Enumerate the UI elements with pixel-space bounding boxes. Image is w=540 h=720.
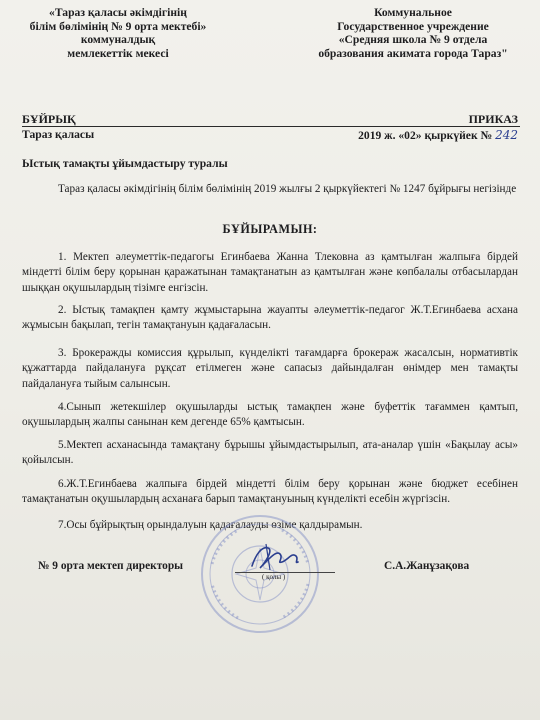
decree-heading: БҰЙЫРАМЫН:	[222, 222, 318, 236]
header-right-line: Государственное учреждение	[337, 19, 489, 33]
signatory-title: № 9 орта мектеп директоры	[38, 560, 184, 572]
header-russian	[300, 6, 526, 60]
header-right-line: Коммунальное	[374, 6, 452, 19]
order-item: 1. Мектеп әлеуметтік-педагогы Егинбаева Жанна Тлековна аз қамтылған жалпыға бірдей міндетті білім беру қорынан қаражатынан тамақтанатын аз қамтылған және көпбалалы отбасылардан шыққан оқушылардың тізімге енгізсін.	[22, 251, 518, 294]
order-item: 6.Ж.Т.Егинбаева жалпыға бірдей міндетті білім беру қорынан және бюджет есебінен тамақтанатын оқушылардың асханаға барып тамақтануының күнделікті есебін жүргізсін.	[22, 478, 518, 506]
header-left-line: мемлекеттік мекесі	[67, 46, 169, 60]
order-date	[358, 128, 518, 142]
header-divider	[22, 126, 520, 127]
order-subject: Ыстық тамақты ұйымдастыру туралы	[22, 157, 228, 170]
signatory-name: С.А.Жанұзақова	[384, 560, 470, 572]
order-basis: Тараз қаласы әкімдігінің білім бөлімінің 2019 жылғы 2 қыркүйектегі № 1247 бұйрығы негізінде	[58, 183, 517, 195]
official-stamp	[198, 512, 322, 636]
handwritten-signature	[246, 540, 302, 574]
header-right-line: «Средняя школа № 9 отдела	[338, 33, 488, 47]
city-label: Тараз қаласы	[22, 128, 95, 141]
signature-caption: ( қолы )	[262, 573, 286, 581]
order-item: 5.Мектеп асханасында тамақтану бұрышы ұйымдастырылып, ата-аналар үшін «Бақылау асы» қойылсын.	[22, 439, 518, 467]
order-item: 2. Ыстық тамақпен қамту жұмыстарына жауапты әлеуметтік-педагог Ж.Т.Егинбаева асхана жұмысын бақылап, тегін тамақтануын қадағаласын.	[22, 304, 518, 332]
header-left-line: «Тараз қаласы әкімдігінің	[49, 6, 187, 19]
header-right-line: образования акимата города Тараз"	[318, 46, 508, 60]
order-number-handwritten: 242	[495, 128, 518, 142]
header-left-line: коммуналдық	[80, 33, 156, 47]
order-label-kazakh: БҰЙРЫҚ	[22, 112, 76, 126]
order-label-russian: ПРИКАЗ	[468, 112, 518, 126]
order-item: 3. Брокеражды комиссия құрылып, күнделікті тағамдарға брокераж жасалсын, нормативтік құжаттарда пайдалануға рұқсат етілмеген және сапасыз дайындалған өнімдер мен тамақты пайдалануға тыйым салынсын.	[22, 347, 518, 390]
order-date-text: 2019 ж. «02» қыркүйек №	[358, 129, 493, 142]
order-item: 4.Сынып жетекшілер оқушыларды ыстық тамақпен және буфеттік тағаммен қамтып, оқушылардың жалпы санынан кем дегенде 65% қамтысын.	[22, 401, 518, 429]
header-kazakh	[6, 6, 230, 60]
header-left-line: білім бөлімінің № 9 орта мектебі»	[29, 19, 207, 33]
order-item: 7.Осы бұйрықтың орындалуын қадағалауды өзіме қалдырамын.	[58, 519, 363, 531]
